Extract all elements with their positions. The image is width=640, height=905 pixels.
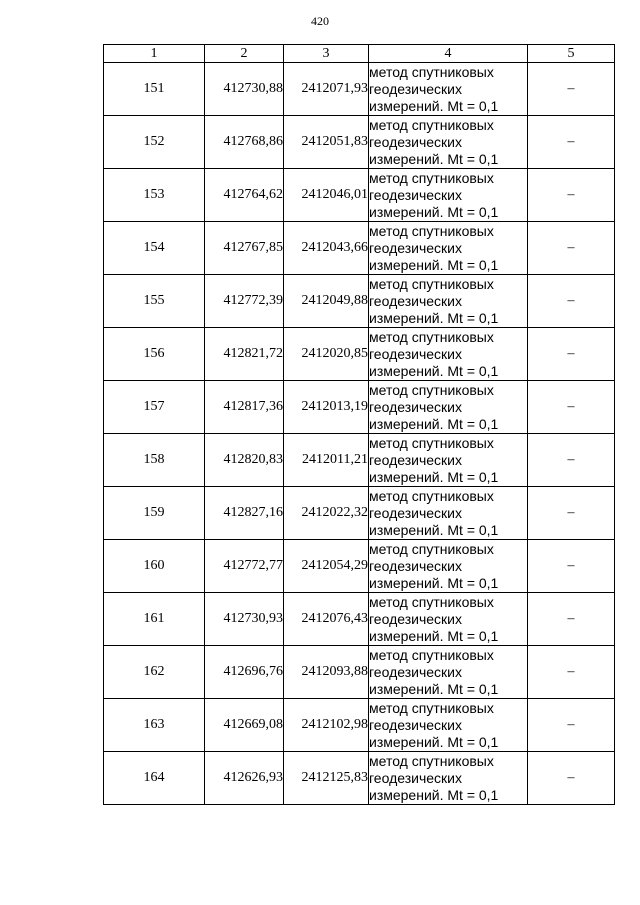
method-line: метод спутниковых	[369, 646, 494, 663]
y-coordinate-cell: 2412076,43	[284, 593, 369, 646]
x-coordinate-cell: 412626,93	[205, 752, 284, 805]
point-number-cell: 153	[104, 169, 205, 222]
method-cell	[369, 116, 528, 169]
note-cell: –	[528, 116, 615, 169]
y-coordinate-cell: 2412013,19	[284, 381, 369, 434]
method-cell	[369, 646, 528, 699]
column-header-1: 1	[104, 45, 205, 63]
method-line: измерений. Mt = 0,1	[369, 786, 499, 803]
method-line: метод спутниковых	[369, 699, 494, 716]
note-cell: –	[528, 328, 615, 381]
x-coordinate-cell: 412730,93	[205, 593, 284, 646]
point-number-cell: 161	[104, 593, 205, 646]
note-cell: –	[528, 752, 615, 805]
point-number-cell: 163	[104, 699, 205, 752]
table-row	[104, 381, 615, 434]
method-line: метод спутниковых	[369, 487, 494, 504]
y-coordinate-cell: 2412093,88	[284, 646, 369, 699]
x-coordinate-cell: 412764,62	[205, 169, 284, 222]
column-header-5: 5	[528, 45, 615, 63]
method-line: метод спутниковых	[369, 381, 494, 398]
y-coordinate-cell: 2412011,21	[284, 434, 369, 487]
y-coordinate-cell: 2412020,85	[284, 328, 369, 381]
table-row	[104, 699, 615, 752]
x-coordinate-cell: 412768,86	[205, 116, 284, 169]
x-coordinate-cell: 412772,77	[205, 540, 284, 593]
method-line: геодезических	[369, 557, 462, 574]
point-number-cell: 154	[104, 222, 205, 275]
table-row	[104, 434, 615, 487]
point-number-cell: 151	[104, 63, 205, 116]
method-cell	[369, 222, 528, 275]
note-cell: –	[528, 487, 615, 540]
y-coordinate-cell: 2412022,32	[284, 487, 369, 540]
table-row	[104, 487, 615, 540]
method-line: геодезических	[369, 504, 462, 521]
y-coordinate-cell: 2412071,93	[284, 63, 369, 116]
note-cell: –	[528, 593, 615, 646]
x-coordinate-cell: 412821,72	[205, 328, 284, 381]
table-row	[104, 646, 615, 699]
method-line: измерений. Mt = 0,1	[369, 627, 499, 644]
column-header-4: 4	[369, 45, 528, 63]
table-row	[104, 328, 615, 381]
method-line: измерений. Mt = 0,1	[369, 362, 499, 379]
method-cell	[369, 328, 528, 381]
table-row	[104, 752, 615, 805]
point-number-cell: 157	[104, 381, 205, 434]
y-coordinate-cell: 2412049,88	[284, 275, 369, 328]
method-line: геодезических	[369, 663, 462, 680]
note-cell: –	[528, 169, 615, 222]
method-cell	[369, 593, 528, 646]
method-line: геодезических	[369, 80, 462, 97]
x-coordinate-cell: 412730,88	[205, 63, 284, 116]
method-line: метод спутниковых	[369, 116, 494, 133]
point-number-cell: 164	[104, 752, 205, 805]
method-line: измерений. Mt = 0,1	[369, 733, 499, 750]
note-cell: –	[528, 434, 615, 487]
method-line: геодезических	[369, 610, 462, 627]
method-cell	[369, 381, 528, 434]
method-cell	[369, 275, 528, 328]
x-coordinate-cell: 412817,36	[205, 381, 284, 434]
method-line: геодезических	[369, 769, 462, 786]
method-line: метод спутниковых	[369, 328, 494, 345]
method-line: метод спутниковых	[369, 540, 494, 557]
method-cell	[369, 487, 528, 540]
x-coordinate-cell: 412669,08	[205, 699, 284, 752]
point-number-cell: 155	[104, 275, 205, 328]
table-row	[104, 116, 615, 169]
note-cell: –	[528, 646, 615, 699]
column-header-2: 2	[205, 45, 284, 63]
note-cell: –	[528, 381, 615, 434]
point-number-cell: 152	[104, 116, 205, 169]
point-number-cell: 156	[104, 328, 205, 381]
method-line: измерений. Mt = 0,1	[369, 203, 499, 220]
y-coordinate-cell: 2412046,01	[284, 169, 369, 222]
point-number-cell: 160	[104, 540, 205, 593]
method-line: измерений. Mt = 0,1	[369, 468, 499, 485]
note-cell: –	[528, 699, 615, 752]
note-cell: –	[528, 63, 615, 116]
y-coordinate-cell: 2412054,29	[284, 540, 369, 593]
method-line: геодезических	[369, 292, 462, 309]
coordinates-table	[103, 44, 615, 805]
method-line: метод спутниковых	[369, 752, 494, 769]
method-line: геодезических	[369, 186, 462, 203]
method-line: измерений. Mt = 0,1	[369, 415, 499, 432]
method-cell	[369, 752, 528, 805]
y-coordinate-cell: 2412102,98	[284, 699, 369, 752]
method-line: измерений. Mt = 0,1	[369, 574, 499, 591]
note-cell: –	[528, 540, 615, 593]
method-line: метод спутниковых	[369, 275, 494, 292]
method-cell	[369, 699, 528, 752]
method-line: геодезических	[369, 239, 462, 256]
method-line: геодезических	[369, 716, 462, 733]
method-cell	[369, 169, 528, 222]
column-header-3: 3	[284, 45, 369, 63]
x-coordinate-cell: 412696,76	[205, 646, 284, 699]
table-row	[104, 169, 615, 222]
method-line: измерений. Mt = 0,1	[369, 521, 499, 538]
y-coordinate-cell: 2412125,83	[284, 752, 369, 805]
point-number-cell: 159	[104, 487, 205, 540]
x-coordinate-cell: 412820,83	[205, 434, 284, 487]
table-row	[104, 222, 615, 275]
method-cell	[369, 63, 528, 116]
note-cell: –	[528, 222, 615, 275]
method-cell	[369, 540, 528, 593]
note-cell: –	[528, 275, 615, 328]
table-row	[104, 540, 615, 593]
x-coordinate-cell: 412767,85	[205, 222, 284, 275]
method-line: измерений. Mt = 0,1	[369, 309, 499, 326]
point-number-cell: 162	[104, 646, 205, 699]
method-line: метод спутниковых	[369, 593, 494, 610]
y-coordinate-cell: 2412043,66	[284, 222, 369, 275]
method-line: геодезических	[369, 345, 462, 362]
table-row	[104, 275, 615, 328]
table-row	[104, 593, 615, 646]
method-line: метод спутниковых	[369, 434, 494, 451]
method-line: метод спутниковых	[369, 63, 494, 80]
x-coordinate-cell: 412827,16	[205, 487, 284, 540]
page-number: 420	[311, 14, 329, 28]
method-cell	[369, 434, 528, 487]
table-row	[104, 63, 615, 116]
method-line: измерений. Mt = 0,1	[369, 256, 499, 273]
method-line: геодезических	[369, 451, 462, 468]
table-header-row	[104, 45, 615, 63]
method-line: метод спутниковых	[369, 222, 494, 239]
method-line: геодезических	[369, 133, 462, 150]
y-coordinate-cell: 2412051,83	[284, 116, 369, 169]
method-line: геодезических	[369, 398, 462, 415]
method-line: измерений. Mt = 0,1	[369, 97, 499, 114]
x-coordinate-cell: 412772,39	[205, 275, 284, 328]
method-line: метод спутниковых	[369, 169, 494, 186]
point-number-cell: 158	[104, 434, 205, 487]
table-body	[104, 63, 615, 805]
method-line: измерений. Mt = 0,1	[369, 150, 499, 167]
method-line: измерений. Mt = 0,1	[369, 680, 499, 697]
